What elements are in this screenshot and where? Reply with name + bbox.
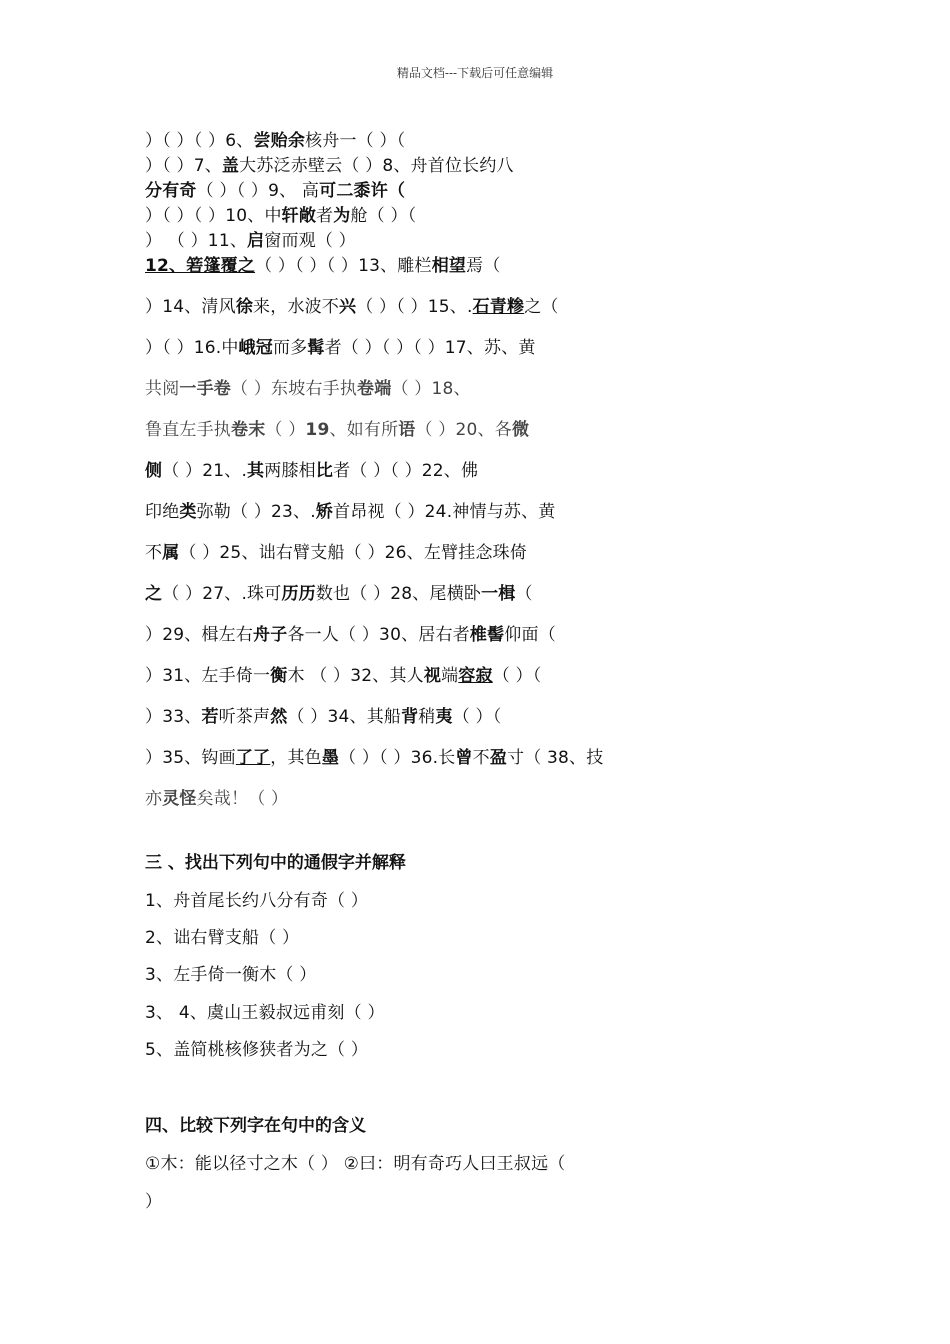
- bold-underlined-run: 12、箬篷覆之: [145, 256, 256, 276]
- bold-run: 类: [179, 502, 197, 522]
- text-run: 而多: [272, 338, 308, 358]
- text-line-14: [145, 579, 810, 604]
- text-run: 核舟一（ ）（: [305, 131, 406, 151]
- text-run: （ ）: [265, 420, 306, 440]
- text-run: 仰面（: [504, 625, 556, 645]
- bold-run: 尝贻余: [253, 131, 306, 151]
- section-3-title: 三 、找出下列句中的通假字并解释: [145, 853, 406, 873]
- bold-run: 分: [145, 181, 163, 201]
- bold-run: 启: [247, 231, 265, 251]
- text-run: 稍: [418, 707, 436, 727]
- text-run: 印绝: [145, 502, 180, 522]
- text-run: 窗而观（ ）: [264, 231, 356, 251]
- text-run: ）31、左手倚一: [145, 666, 271, 686]
- bold-underlined-run: 石青糁: [472, 297, 525, 317]
- bold-run: 为: [333, 206, 351, 226]
- text-line-9: [145, 374, 810, 399]
- text-run: （ ）25、诎右臂支船（ ）26、左臂挂念珠倚: [179, 543, 528, 563]
- text-line-17: [145, 702, 810, 727]
- text-run: ）（ ）（ ）10、中: [145, 206, 282, 226]
- bold-run: 髯: [307, 338, 325, 358]
- text-run: ）33、: [145, 707, 202, 727]
- bold-run: 轩敞: [281, 206, 317, 226]
- text-run: 者（ ）（ ）22、佛: [333, 461, 479, 481]
- text-run: ）14、清风: [145, 297, 236, 317]
- text-run: 矣哉！（ ）: [196, 789, 289, 809]
- text-line-6: [145, 251, 810, 276]
- section-3-item: 2、诎右臂支船（ ）: [145, 928, 300, 948]
- text-run: 端: [441, 666, 459, 686]
- bold-run: 视: [423, 666, 442, 686]
- bold-run: 徐: [235, 297, 254, 317]
- bold-run: 卷末: [231, 420, 266, 440]
- bold-run: 曾: [455, 748, 473, 768]
- text-run: 木 （ ）32、其人: [287, 666, 424, 686]
- text-line-11: [145, 456, 810, 481]
- text-run: ）（ ）16.中: [145, 338, 239, 358]
- text-line-4: [145, 201, 810, 226]
- bold-underlined-run: 了了: [235, 748, 271, 768]
- text-run: 首昂视（ ）24.神情与苏、黄: [333, 502, 556, 522]
- text-line-19: [145, 784, 810, 809]
- text-line-10: [145, 415, 810, 440]
- section-4-line-2: ）: [145, 1192, 163, 1212]
- bold-run: 峨冠: [238, 338, 273, 358]
- bold-run: 历历: [281, 584, 316, 604]
- text-line-13: [145, 538, 810, 563]
- page-header: 精品文档---下载后可任意编辑: [396, 66, 554, 80]
- text-line-16: [145, 661, 810, 686]
- text-run: （ ）（ ）15、.: [356, 297, 473, 317]
- section-3-item: 3、 4、虞山王毅叔远甫刻（ ）: [145, 1003, 385, 1023]
- bold-run: （: [387, 181, 406, 201]
- bold-run: 其: [247, 461, 265, 481]
- bold-run: 兴: [339, 297, 357, 317]
- bold-run: 灵怪: [162, 789, 197, 809]
- text-run: ）29、楫左右: [145, 625, 254, 645]
- text-run: （ ）27、.珠可: [162, 584, 282, 604]
- text-line-12: [145, 497, 810, 522]
- section-3-item: 5、盖简桃核修狭者为之（ ）: [145, 1040, 369, 1060]
- text-run: 者（ ）（ ）（ ）17、苏、黄: [324, 338, 536, 358]
- text-run: ）35、钩画: [145, 748, 236, 768]
- text-run: 寸（ 38、技: [507, 748, 604, 768]
- bold-run: 盖: [221, 156, 240, 176]
- bold-run: 可二黍许: [319, 181, 388, 201]
- text-run: 两膝相: [264, 461, 316, 481]
- text-run: ）（ ）7、: [145, 156, 222, 176]
- text-run: （ ）（ ）（ ）13、雕栏: [255, 256, 432, 276]
- bold-run: 有奇: [162, 181, 197, 201]
- text-run: （ ）（ ）36.长: [339, 748, 456, 768]
- bold-run: 舟子: [253, 625, 288, 645]
- text-run: 焉（: [466, 256, 501, 276]
- section-3-item: 1、舟首尾长约八分有奇（ ）: [145, 891, 369, 911]
- bold-run: 一楫: [481, 584, 516, 604]
- bold-run: 微: [511, 420, 530, 440]
- bold-run: 盈: [489, 748, 508, 768]
- text-run: 亦: [145, 789, 163, 809]
- text-run: 不: [145, 543, 163, 563]
- bold-run: 比: [315, 461, 334, 481]
- text-line-1: [145, 126, 810, 151]
- bold-run: 然: [270, 707, 288, 727]
- text-line-15: [145, 620, 810, 645]
- text-run: 各一人（ ）30、居右者: [287, 625, 470, 645]
- text-run: 大苏泛赤壁云（ ）8、舟首位长约八: [239, 156, 514, 176]
- bold-run: 侧: [145, 461, 163, 481]
- text-line-18: [145, 743, 810, 768]
- text-line-2: [145, 151, 810, 176]
- text-line-5: [145, 226, 810, 251]
- text-run: ）（ ）（ ）6、: [145, 131, 254, 151]
- text-run: （: [515, 584, 533, 604]
- text-run: （ ）（: [492, 666, 542, 686]
- section-3-item: 3、左手倚一衡木（ ）: [145, 965, 317, 985]
- text-run: 听茶声: [218, 707, 271, 727]
- text-run: 弥勒（ ）23、.: [196, 502, 316, 522]
- bold-run: 语: [398, 420, 416, 440]
- bold-run: 卷端: [357, 379, 392, 399]
- text-run: （ ）东坡右手执: [231, 379, 358, 399]
- text-run: 之（: [524, 297, 559, 317]
- text-run: 鲁直左手执: [145, 420, 231, 440]
- text-run: （ ）21、.: [162, 461, 248, 481]
- text-line-7: [145, 292, 810, 317]
- bold-run: 相望: [431, 256, 467, 276]
- text-run: 舱（ ）（: [350, 206, 417, 226]
- bold-run: 矫: [315, 502, 334, 522]
- text-run: （ ）34、其船: [287, 707, 402, 727]
- bold-run: 19: [305, 420, 330, 440]
- text-line-3: [145, 176, 810, 201]
- bold-run: 属: [162, 543, 180, 563]
- text-run: 数也（ ）28、尾横卧: [315, 584, 482, 604]
- text-line-8: [145, 333, 810, 358]
- text-run: （ ）（ ）9、 高: [196, 181, 320, 201]
- bold-run: 之: [145, 584, 163, 604]
- bold-underlined-run: 容寂: [458, 666, 493, 686]
- text-run: （ ）（: [452, 707, 502, 727]
- text-run: 、如有所: [329, 420, 399, 440]
- bold-run: 椎髻: [469, 625, 505, 645]
- bold-run: 衡: [270, 666, 288, 686]
- text-run: （ ）18、: [391, 379, 471, 399]
- text-run: 共阅: [145, 379, 180, 399]
- text-run: 者: [316, 206, 334, 226]
- section-4-title: 四、比较下列字在句中的含义: [145, 1116, 366, 1136]
- bold-run: 墨: [321, 748, 340, 768]
- bold-run: 夷: [435, 707, 453, 727]
- section-4-line-1: ①木：能以径寸之木（ ） ②曰：明有奇巧人曰王叔远（: [145, 1154, 566, 1174]
- text-run: ） （ ）11、: [145, 231, 248, 251]
- text-run: ，其色: [270, 748, 322, 768]
- text-run: （ ）20、各: [415, 420, 512, 440]
- text-run: 不: [472, 748, 490, 768]
- text-run: 来，水波不: [253, 297, 340, 317]
- bold-run: 背: [401, 707, 419, 727]
- bold-run: 一手卷: [179, 379, 232, 399]
- bold-run: 若: [201, 707, 219, 727]
